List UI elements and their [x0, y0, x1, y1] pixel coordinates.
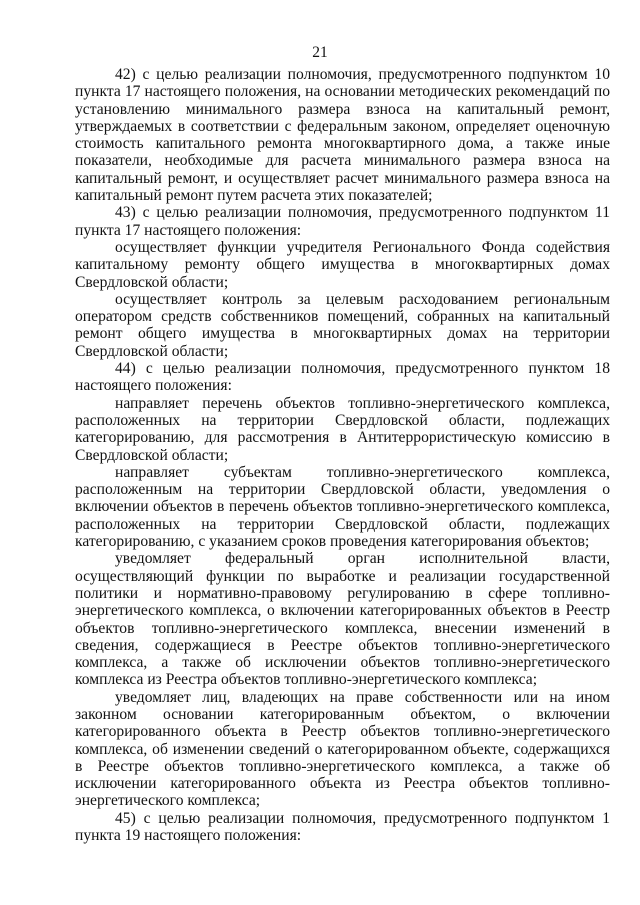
paragraph-notify-federal-body: уведомляет федеральный орган исполнительной власти, осуществляющий функции по выработке и реализации государственной политики и нормативно-правовому регулированию в сфере топливно-энергетического комплекса, о включении категорированных объектов в Реестр объектов топливно-энергетического комплекса, внесении изменений в сведения, содержащиеся в Реестре объектов топливно-энергетического комплекса, а также об исключении объектов топливно-энергетического комплекса из Реестра объектов топливно-энергетического комплекса; — [75, 550, 610, 689]
paragraph-spending-control: осуществляет контроль за целевым расходованием региональным оператором средств собственников помещений, собранных на капитальный ремонт общего имущества в многоквартирных домах на территории Свердловской области; — [75, 290, 610, 360]
paragraph-item-42: 42) с целью реализации полномочия, предусмотренного подпунктом 10 пункта 17 настоящего положения, на основании методических рекомендаций по установлению минимального размера взноса на капитальный ремонт, утверждаемых в соответствии с федеральным законом, определяет оценочную стоимость капитального ремонта многоквартирного дома, а также иные показатели, необходимые для расчета минимального размера взноса на капитальный ремонт, и осуществляет расчет минимального размера взноса на капитальный ремонт путем расчета этих показателей; — [75, 66, 610, 205]
paragraph-send-notifications: направляет субъектам топливно-энергетического комплекса, расположенным на территории Свердловской области, уведомления о включении объектов в перечень объектов топливно-энергетического комплекса, расположенных на территории Свердловской области, подлежащих категорированию, с указанием сроков проведения категорирования объектов; — [75, 463, 610, 551]
paragraph-item-45: 45) с целью реализации полномочия, предусмотренного подпунктом 1 пункта 19 настоящего положения: — [75, 809, 610, 845]
paragraph-item-43: 43) с целью реализации полномочия, предусмотренного подпунктом 11 пункта 17 настоящего положения: — [75, 204, 610, 239]
paragraph-item-44: 44) с целью реализации полномочия, предусмотренного пунктом 18 настоящего положения: — [75, 360, 610, 395]
document-body — [75, 66, 610, 844]
paragraph-send-object-list: направляет перечень объектов топливно-энергетического комплекса, расположенных на территории Свердловской области, подлежащих категорированию, для рассмотрения в Антитеррористическую комиссию в Свердловской области; — [75, 394, 610, 464]
page-number: 21 — [312, 44, 328, 61]
paragraph-notify-owners: уведомляет лиц, владеющих на праве собственности или на ином законном основании категорированным объектом, о включении категорированного объекта в Реестр объектов топливно-энергетического комплекса, об изменении сведений о категорированном объекте, содержащихся в Реестре объектов топливно-энергетического комплекса, а также об исключении категорированного объекта из Реестра объектов топливно-энергетического комплекса; — [75, 688, 610, 810]
paragraph-founder-functions: осуществляет функции учредителя Регионального Фонда содействия капитальному ремонту общего имущества в многоквартирных домах Свердловской области; — [75, 238, 610, 291]
